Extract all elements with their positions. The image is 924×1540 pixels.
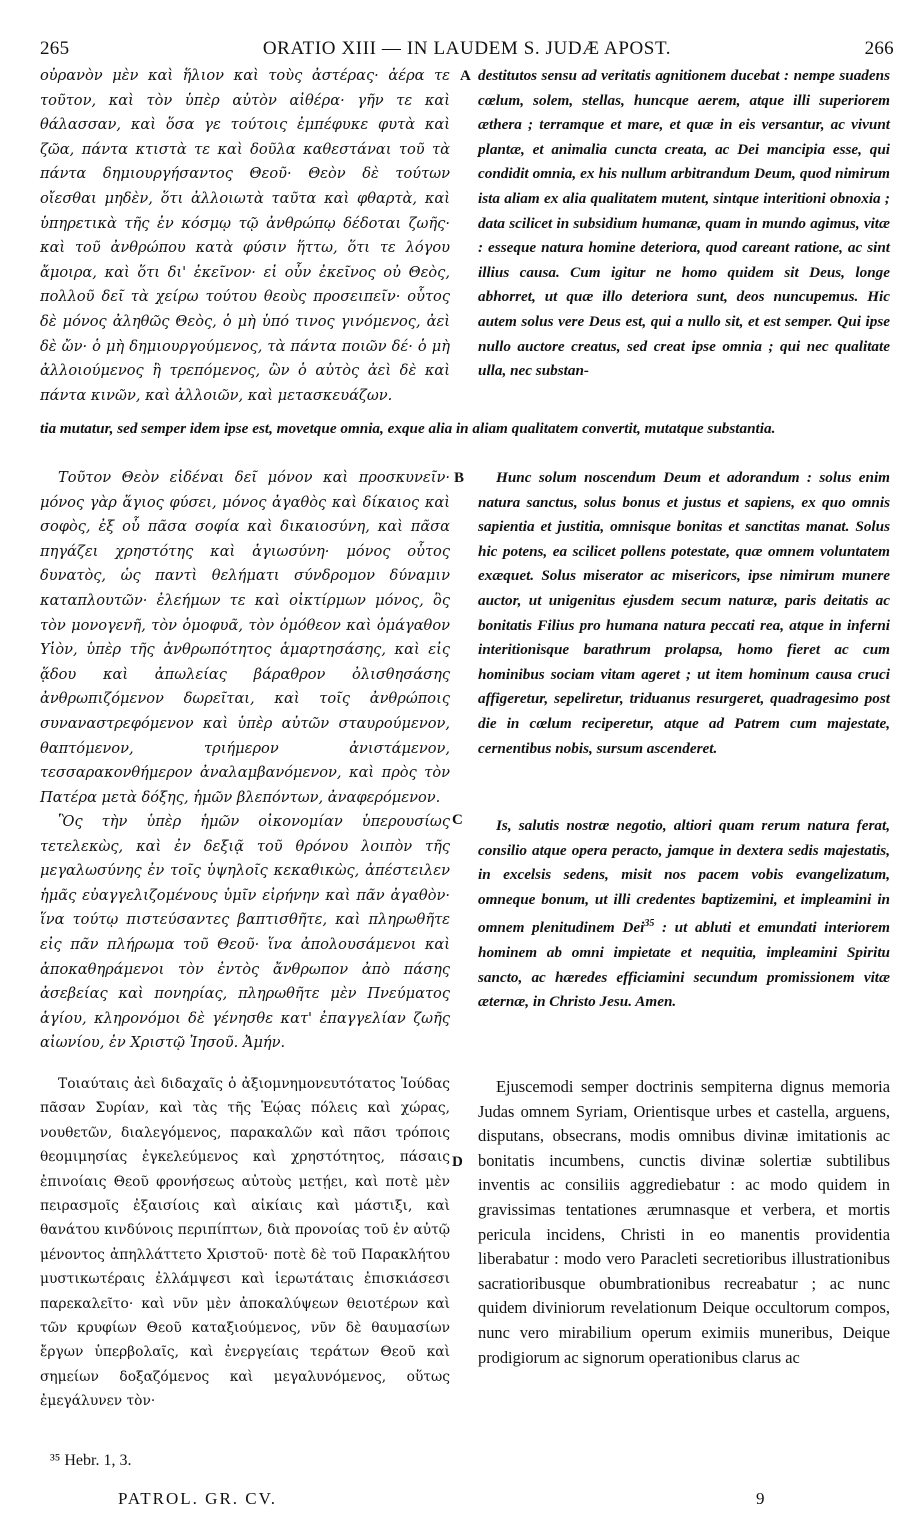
latin-text-b: Hunc solum noscendum Deum et adorandum : solus enim natura sanctus, solus bonus et justus et sapiens, ex quo omnis sapientia et justitia, omnisque bonitas et sanctitas manat. Solus hic potens, ea scilicet pollens potestate, quæ omnem voluntatem exæquet. Solus miserator ac misericors, ipse nimirum munere auctor, ut unigenitus ejusdem secum naturæ, paris deitatis ac bonitatis Filius pro humana natura peccati rea, atque in inferni interitionisque barathrum prolapsa, homo fieret ac cum hominibus sociam vitam ageret ; ut item hominum causa cruci affigeretur, sepeliretur, triduanus resurgeret, quadragesimo post die in cœlum reciperetur, atque ad Patrem cum majestate, cernentibus nobis, sursum ascenderet. [478,469,890,757]
footnote: ³⁵ Hebr. 1, 3. [50,1452,132,1469]
section-marker-a: A [460,68,471,84]
latin-paragraph-a-continued [40,417,890,442]
latin-paragraph-d [478,1075,890,1370]
running-header [40,38,894,64]
greek-text-a: οὐρανὸν μὲν καὶ ἥλιον καὶ τοὺς ἀστέρας· ἀέρα τε τοῦτον, καὶ τὸν ὑπὲρ αὐτὸν αἰθέρα· γῆν τε καὶ θάλασσαν, καὶ ὅσα γε τούτοις ἐμπέφυκε φυτὰ καὶ ζῶα, πάντα κτιστὰ τε καὶ δοῦλα καθεστάναι τοῦ τὰ πάντα δημιουργήσαντος Θεοῦ· Θεὸν δὲ τούτων οἴεσθαι μηδὲν, ὅτι ἀλλοιωτὰ ταῦτα καὶ φθαρτὰ, καὶ ὑπηρετικὰ τῆς ἐν κόσμῳ τῷ ἀνθρώπῳ δέδοται ζωῆς· καὶ τοῦ ἀνθρώπου κατὰ φύσιν ἥττω, ὅτι τε λόγου ἄμοιρα, καὶ ὅτι δι' ἐκεῖνον· εἰ οὖν ἐκεῖνος οὐ Θεὸς, πολλοῦ δεῖ τὰ χείρω τούτου θεοὺς προσειπεῖν· οὗτος δὲ μόνος ἀληθῶς Θεὸς, ὁ μὴ ὑπό τινος γινόμενος, ἀεὶ δὲ ὤν· ὁ μὴ δημιουργούμενος, τὰ πάντα ποιῶν δέ· ὁ μὴ ἀλλοιούμενος ἢ τρεπόμενος, ὢν ὁ αὐτὸς ἀεὶ δὲ καὶ πάντα κινῶν, καὶ ἀλλοιῶν, καὶ μετασκευάζων. [40,67,450,404]
page-number-left: 265 [40,38,70,59]
latin-text-c [478,814,890,1015]
latin-paragraph-a [478,64,890,384]
latin-paragraph-c [478,814,890,1015]
latin-paragraph-b [478,466,890,761]
section-marker-d: D [452,1154,463,1170]
greek-text-c: Ὃς τὴν ὑπὲρ ἡμῶν οἰκονομίαν ὑπερουσίως τετελεκὼς, καὶ ἐν δεξιᾷ τοῦ θρόνου λοιπὸν τῆς μεγαλωσύνης ἐν τοῖς ὑψηλοῖς κεκαθικὼς, ἀπέστειλεν ἡμᾶς εὐαγγελιζομένους ὑμῖν εἰρήνην καὶ πᾶν ἀγαθὸν· ἵνα τούτῳ πιστεύσαντες βαπτισθῆτε, καὶ πληρωθῆτε εἰς πᾶν πλήρωμα τοῦ Θεοῦ· ἵνα ἀπολουσάμενοι καὶ ἀποκαθηράμενοι τὸν ἐντὸς ἄνθρωπον ἀπὸ πάσης ἀσεβείας καὶ πονηρίας, πληρωθῆτε μὲν Πνεύματος ἁγίου, κληρονόμοι δὲ γένησθε κατ' ἐπαγγελίαν ζωῆς αἰωνίου, ἐν Χριστῷ Ἰησοῦ. Ἀμήν. [40,813,450,1052]
latin-text-c-part-1: Is, salutis nostræ negotio, altiori quam rerum natura ferat, consilio atque opera peracto, jamque in dextera sedis majestatis, in excelsis sedens, misit nos pacem vobis evangelizatum, omneque bonum, ut illi credentes baptizemini, et impleamini in omnem plenitudinem Dei [478,817,890,937]
greek-paragraph-c [40,810,450,1056]
section-marker-c: C [452,812,463,828]
running-title: ORATIO XIII — IN LAUDEM S. JUDÆ APOST. [262,38,672,59]
greek-paragraph-a [40,64,450,408]
gathering-signature: 9 [756,1489,765,1508]
latin-text-c-part-2: : ut abluti et emundati interiorem hominem ab omni impietate et nequitia, impleamini Spiritu sancto, ac hæredes efficiamini secundum promissionem vitæ æternæ, in Christo Jesu. Amen. [478,919,890,1011]
greek-paragraph-d [40,1072,450,1414]
latin-text-d: Ejuscemodi semper doctrinis sempiterna dignus memoria Judas omnem Syriam, Orientisque urbes et castella, arguens, disputans, obsecrans, modis omnibus divinæ imitationis ac bonitatis incumbens, cunctis divinæ solertiæ subtilibus inventis ac consiliis aggrediebatur : ac modo quidem in gravissimas tentationes ærumnasque et verbera, et mortis pericula incidens, Christi in eo manentis providentia liberabatur : modo vero Paracleti secretioribus illustrationibus sacratioribusque obumbrationibus recreabatur ; ac nunc quidem diviniorum revelationum Deique occultorum compos, nunc vero mirabilium operum eximiis muneribus, Deique prodigiorum ac signorum operationibus clarus ac [478,1077,890,1367]
latin-text-a-continued: tia mutatur, sed semper idem ipse est, movetque omnia, exque alia in aliam qualitatem convertit, mutatque substantia. [40,420,776,437]
page-number-right: 266 [864,38,894,59]
footnote-reference: 35 [644,918,655,930]
greek-text-d: Τοιαύταις ἀεὶ διδαχαῖς ὁ ἀξιομνημονευτότατος Ἰούδας πᾶσαν Συρίαν, καὶ τὰς τῆς Ἑῴας πόλεις καὶ χώρας, νουθετῶν, διαλεγόμενος, παρακαλῶν καὶ πᾶσι τρόποις θεομιμησίας ἐγκελεύμενος καὶ χρηστότητος, πάσαις ἐπινοίαις Θεοῦ φρονήσεως αὐτοὺς μετῄει, καὶ ποτὲ μὲν πειρασμοῖς ἐξαισίοις καὶ αἰκίαις καὶ μάστιξι, καὶ θανάτου κινδύνοις περιπίπτων, διὰ προνοίας τοῦ ἐν αὐτῷ μένοντος ἀπηλλάττετο Χριστοῦ· ποτὲ δὲ τοῦ Παρακλήτου μυστικωτέραις ἐλλάμψεσι καὶ ἱερωτάταις ἐπισκιάσεσι παρεκαλεῖτο· καὶ νῦν μὲν ἀποκαλύψεων θειοτέρων καὶ τῶν κρυφίων Θεοῦ καταξιούμενος, νῦν δὲ θαυμασίων ἔργων ὑπερβολαῖς, καὶ ἐνεργείαις τεράτων Θεοῦ καὶ σημείων δοξαζόμενος καὶ μεγαλυνόμενος, οὕτως ἐμεγάλυνεν τὸν· [40,1076,450,1410]
greek-paragraph-b [40,466,450,810]
section-marker-b: B [454,470,465,486]
latin-text-a: destitutos sensu ad veritatis agnitionem ducebat : nempe suadens cœlum, solem, stellas, huncque aerem, atque illi superiorem æthera ; terramque et mare, et quæ in eis versantur, ac vivunt plantæ, et animalia cuncta creata, ac Dei mancipia esse, qui condidit omnia, ex his nullum arbitrandum Deum, quod nimirum ista aliam ex alia qualitatem mutent, sintque interitioni obnoxia ; data scilicet in subsidium humanæ, quam in mundo agimus, vitæ : esseque natura homine deteriora, quod careant ratione, ac sint illius causa. Cum igitur ne homo quidem sit Deus, longe abhorret, ut quæ illo deteriora sunt, deos nuncupemus. Hic autem solus vere Deus est, qui a nullo sit, et est semper. Qui ipse nullo auctore creatus, sed creat ipse omnia ; qui nec qualitate ulla, nec substan- [478,67,890,380]
series-signature: PATROL. GR. CV. [118,1489,277,1508]
greek-text-b: Τοῦτον Θεὸν εἰδέναι δεῖ μόνον καὶ προσκυνεῖν· μόνος γὰρ ἅγιος φύσει, μόνος ἀγαθὸς καὶ δίκαιος καὶ σοφὸς, ἐξ οὗ πᾶσα σοφία καὶ δικαιοσύνη, καὶ πᾶσα πηγάζει χρηστότης καὶ ἁγιωσύνη· μόνος οὗτος δυνατὸς, ὡς παντὶ θελήματι σύνδρομον δύναμιν καταπλουτῶν· ἐλεήμων τε καὶ οἰκτίρμων μόνος, ὃς τὸν μονογενῆ, τὸν ὁμοφυᾶ, τὸν ὁμόθεον καὶ ὁμάγαθον Υἱὸν, ὑπὲρ τῆς ἀνθρωπότητος ἁμαρτησάσης, καὶ εἰς ᾅδου καὶ ἀπωλείας βάραθρον ὀλισθησάσης ἀνθρωπιζόμενον δωρεῖται, καὶ τοῖς ἀνθρώποις συναναστρεφόμενον καὶ ὑπὲρ αὐτῶν σταυρούμενον, θαπτόμενον, τριήμερον ἀνιστάμενον, τεσσαρακονθήμερον ἀναλαμβανόμενον, καὶ πρὸς τὸν Πατέρα μετὰ δόξης, ἡμῶν βλεπόντων, ἀναφερόμενον. [40,469,450,806]
